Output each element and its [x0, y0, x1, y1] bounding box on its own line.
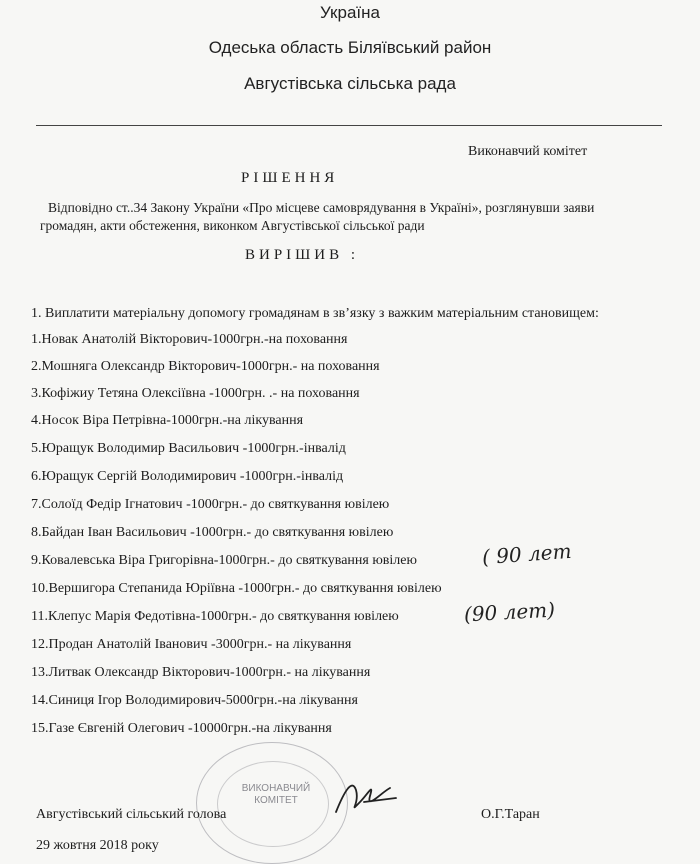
list-item: 8.Байдан Іван Васильович -1000грн.- до святкування ювілею	[31, 525, 394, 540]
head-title: Августівський сільський голова	[36, 807, 227, 822]
signature	[330, 772, 400, 822]
header-divider	[36, 125, 662, 126]
header-council: Августівська сільська рада	[244, 74, 456, 93]
header-region: Одеська область Біляївський район	[208, 38, 492, 57]
preamble-line-1: Відповідно ст..34 Закону України «Про місцеве самоврядування в Україні», розглянувши заяви	[48, 200, 595, 215]
list-item: 10.Вершигора Степанида Юріївна -1000грн.- до святкування ювілею	[31, 581, 442, 596]
list-item: 6.Юращук Сергій Володимирович -1000грн.-інвалід	[31, 469, 344, 484]
official-stamp	[196, 742, 348, 864]
list-item: 7.Солоїд Федір Ігнатович -1000грн.- до святкування ювілею	[31, 497, 390, 512]
list-item: 12.Продан Анатолій Іванович -3000грн.- на лікування	[31, 637, 352, 652]
preamble-line-2: громадян, акти обстеження, виконком Августівської сільської ради	[40, 218, 425, 233]
resolution-item-intro: 1. Виплатити матеріальну допомогу громадянам в зв’язку з важким матеріальним становищем:	[31, 306, 599, 321]
handwritten-note-1: ( 90 лет	[481, 538, 573, 570]
stamp-text: ВИКОНАВЧИЙ КОМІТЕТ	[241, 783, 311, 806]
header-country: Україна	[320, 3, 380, 22]
executive-committee-label: Виконавчий комітет	[468, 144, 588, 159]
list-item: 5.Юращук Володимир Васильович -1000грн.-інвалід	[31, 441, 346, 456]
preamble	[40, 199, 670, 235]
list-item: 11.Клепус Марія Федотівна-1000грн.- до святкування ювілею	[31, 609, 399, 624]
list-item: 4.Носок Віра Петрівна-1000грн.-на лікування	[31, 413, 304, 428]
list-item: 1.Новак Анатолій Вікторович-1000грн.-на поховання	[31, 332, 348, 347]
document-date: 29 жовтня 2018 року	[36, 838, 159, 853]
head-name: О.Г.Таран	[481, 807, 540, 822]
decided-heading: ВИРІШИВ :	[245, 247, 360, 263]
list-item: 9.Ковалевська Віра Григорівна-1000грн.- до святкування ювілею	[31, 553, 417, 568]
list-item: 3.Кофіжиу Тетяна Олексіївна -1000грн. .- на поховання	[31, 386, 360, 401]
decision-title: РІШЕННЯ	[241, 170, 339, 186]
list-item: 15.Газе Євгеній Олегович -10000грн.-на лікування	[31, 721, 332, 736]
list-item: 2.Мошняга Олександр Вікторович-1000грн.- на поховання	[31, 359, 380, 374]
list-item: 14.Синиця Ігор Володимирович-5000грн.-на лікування	[31, 693, 358, 708]
list-item: 13.Литвак Олександр Вікторович-1000грн.- на лікування	[31, 665, 371, 680]
handwritten-note-2: (90 лет)	[463, 597, 556, 627]
